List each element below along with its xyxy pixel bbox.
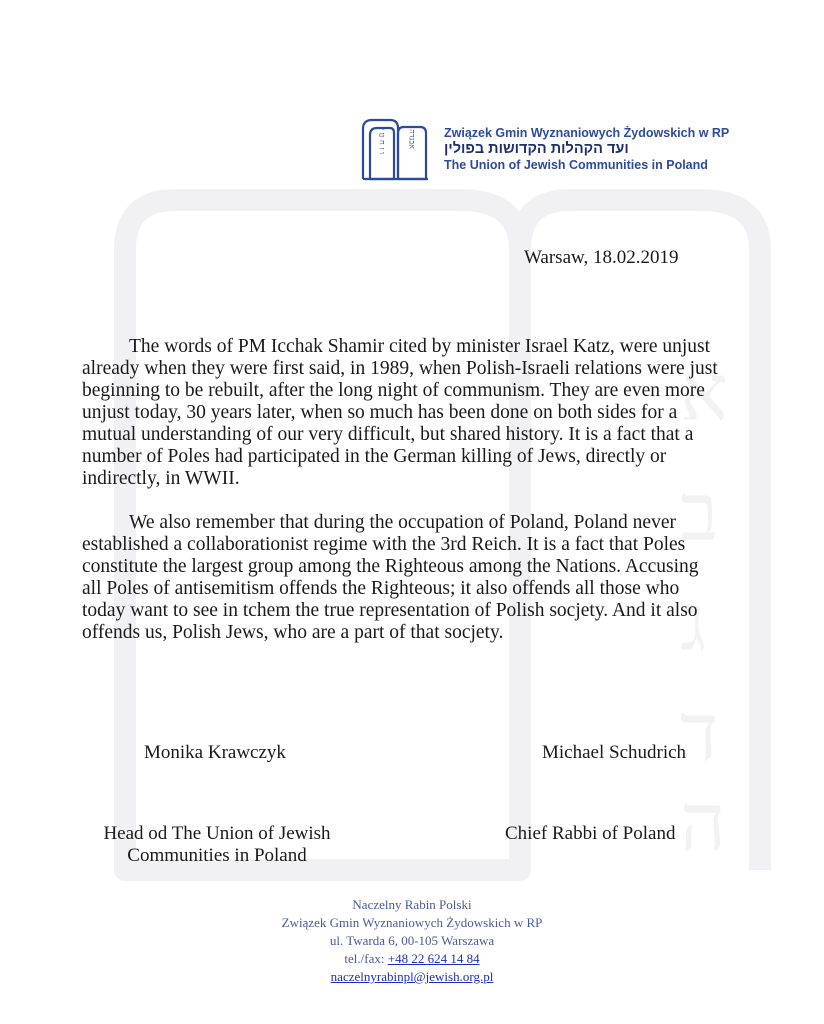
signatory-title-left: Head od The Union of Jewish Communities in Poland (103, 823, 331, 866)
tablet-right-letters: ו ז ח ט י (377, 127, 387, 155)
footer-phone-line (212, 950, 612, 968)
footer (212, 896, 612, 986)
signatory-name-left: Monika Krawczyk (144, 742, 286, 763)
paragraph-1: The words of PM Icchak Shamir cited by minister Israel Katz, were unjust already when they were first said, in 1989, when Polish-Israeli relations were just beginning to be rebuilt, after the long night of communism. They are even more unjust today, 30 years later, when so much has been done on both sides for a mutual understanding of our very difficult, but shared history. It is a fact that a number of Poles had participated in the German killing of Jews, directly or indirectly, in WWII. (82, 336, 718, 489)
tablet-left-letters: אבגדה (407, 129, 417, 149)
footer-address: ul. Twarda 6, 00-105 Warszawa (329, 933, 495, 948)
letter-date: Warsaw, 18.02.2019 (524, 247, 679, 268)
watermark-letter: ה (680, 776, 727, 869)
tablets-logo-icon (360, 117, 432, 181)
paragraph-2: We also remember that during the occupation of Poland, Poland never established a collaborationist regime with the 3rd Reich. It is a fact that Poles constitute the largest group among the Righteous among the Nations. Accusing all Poles of antisemitism offends the Righteous; it also offends all those who today want to see in tchem the true representation of Polish socjety. And it also offends us, Polish Jews, who are a part of that socjety. (82, 512, 699, 643)
email-link[interactable]: naczelnyrabinpl@jewish.org.pl (330, 969, 494, 984)
phone-label: tel./fax: (344, 951, 388, 966)
letterhead (360, 117, 730, 181)
org-name-polish: Związek Gmin Wyznaniowych Żydowskich w RP (444, 126, 730, 140)
footer-line-1: Naczelny Rabin Polski (352, 897, 472, 912)
phone-link[interactable]: +48 22 624 14 84 (387, 951, 480, 966)
signatory-name-right: Michael Schudrich (542, 742, 687, 763)
org-name-hebrew: ועד הקהלות הקדושות בפולין (444, 141, 629, 157)
letter-body (82, 336, 718, 666)
watermark-letter: ד (680, 686, 719, 779)
watermark-letter: א (680, 346, 729, 439)
signatory-title-right: Chief Rabbi of Poland (505, 823, 676, 844)
footer-line-2: Związek Gmin Wyznaniowych Żydowskich w RP (281, 915, 543, 930)
organization-name (444, 126, 730, 173)
org-name-english: The Union of Jewish Communities in Poland (444, 158, 708, 172)
watermark-letter: ג (680, 576, 707, 669)
watermark-letter: ב (680, 466, 719, 559)
